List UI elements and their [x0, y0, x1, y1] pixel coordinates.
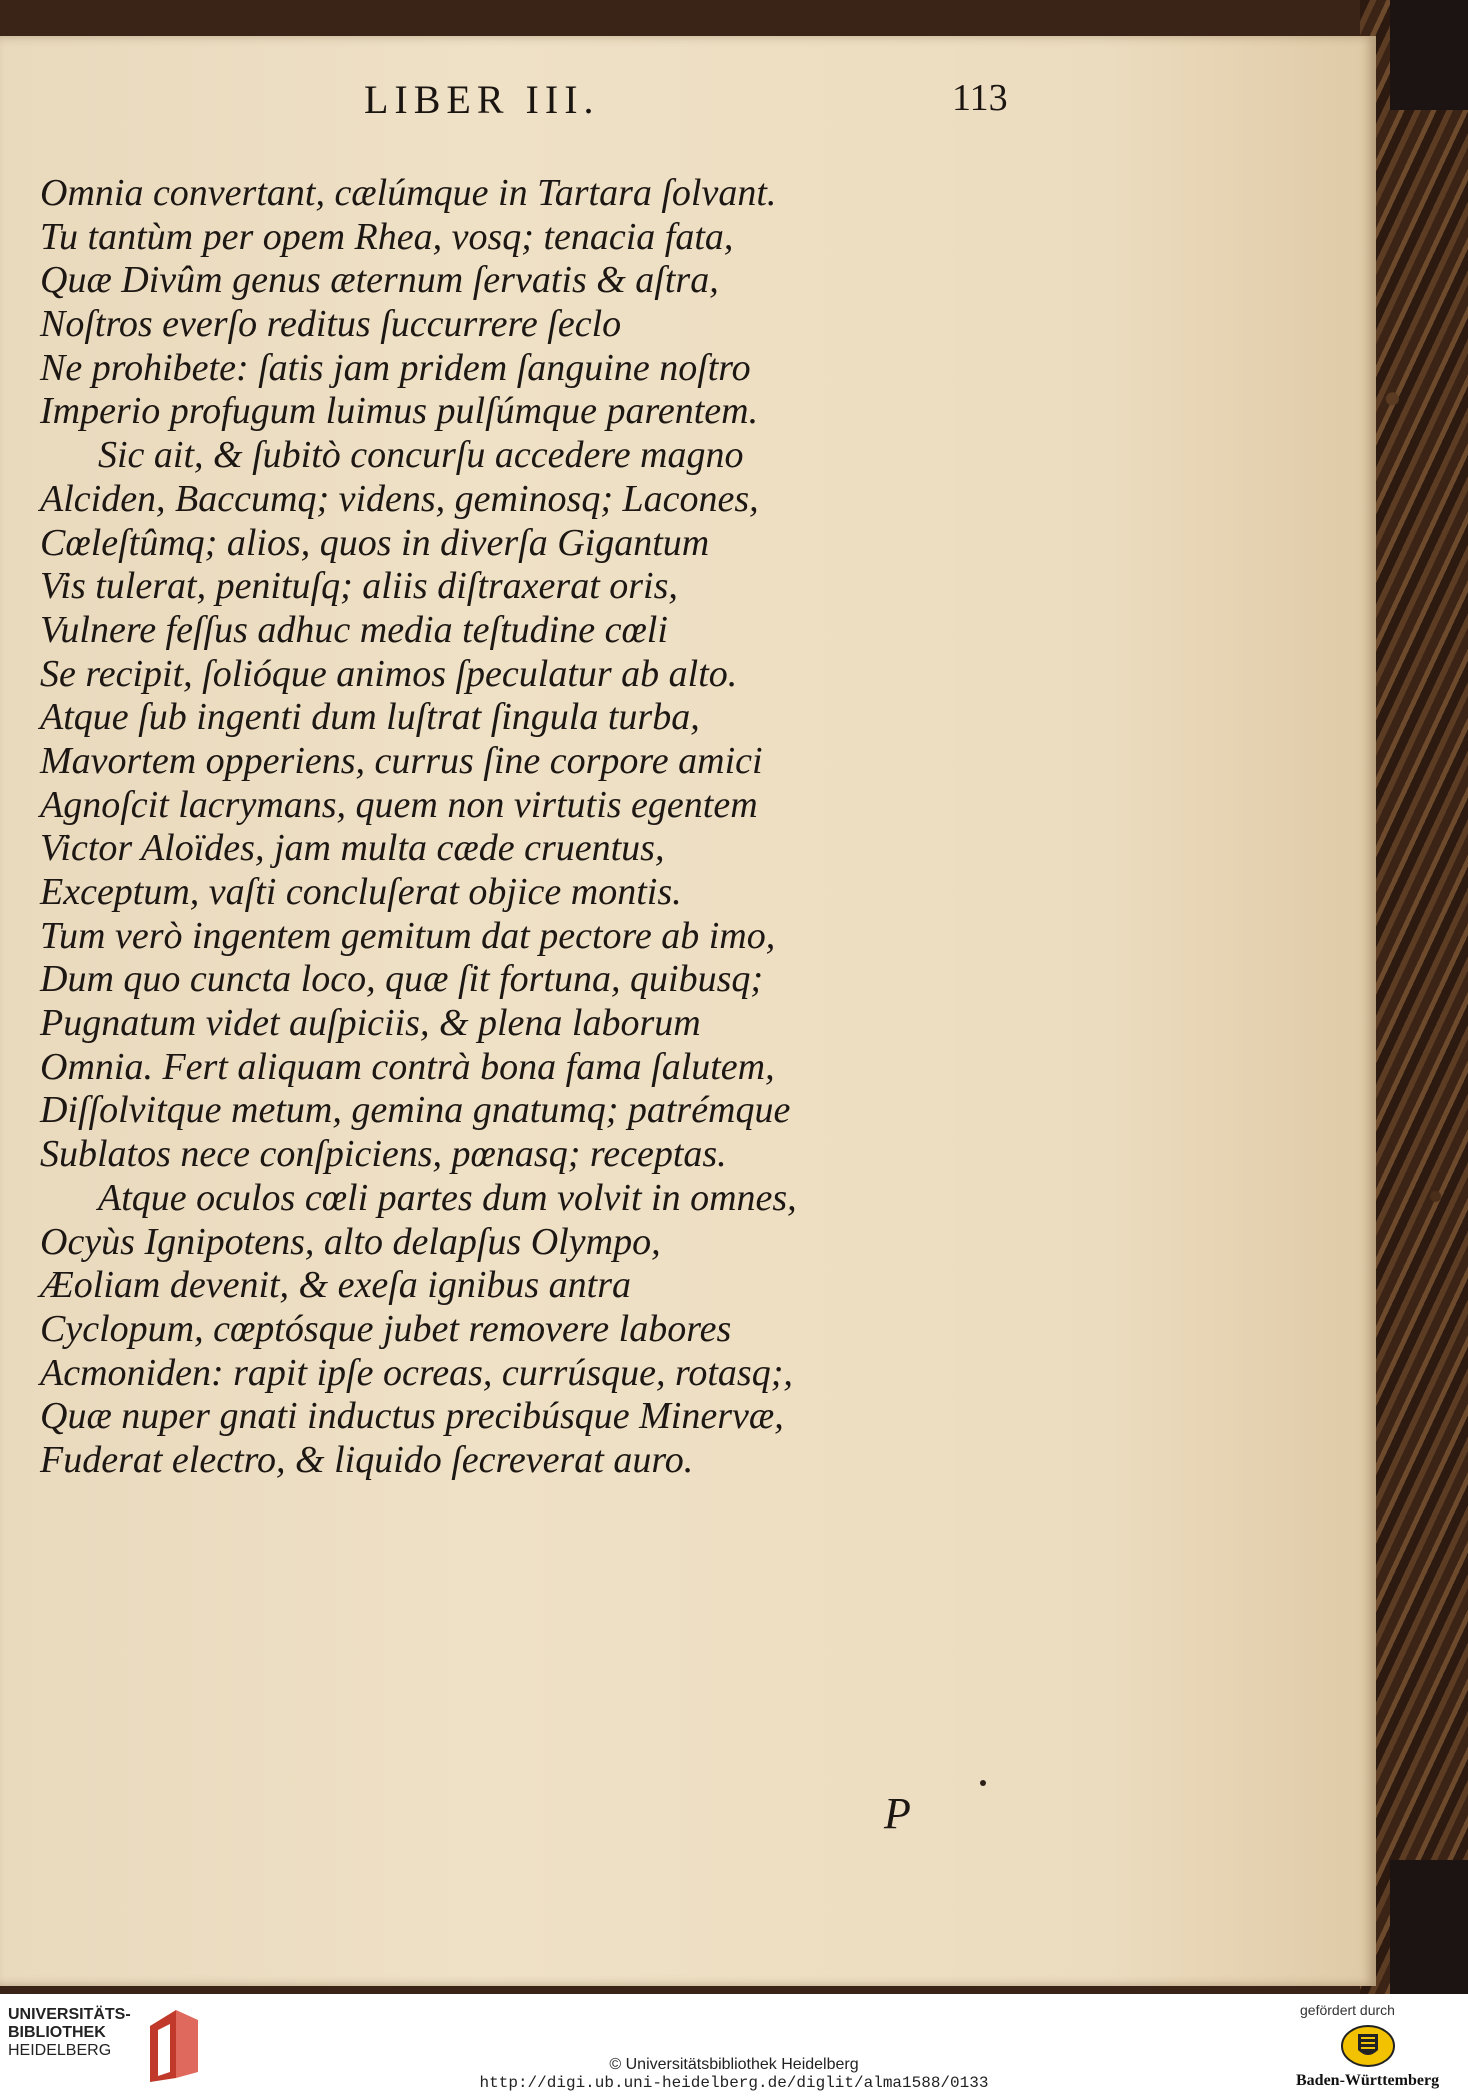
verse-line: Ocyùs Ignipotens, alto delapſus Olympo, — [40, 1220, 661, 1263]
verse-line: Sic ait, & ſubitò concurſu accedere magno — [98, 434, 744, 477]
verse-line: Tu tantùm per opem Rhea, vosq; tenacia fata, — [40, 215, 734, 258]
verse-line: Vulnere feſſus adhuc media teſtudine cœli — [40, 608, 668, 651]
verse-line: Victor Aloïdes, jam multa cæde cruentus, — [40, 827, 665, 870]
page-number: 113 — [952, 77, 1008, 119]
sponsor-name: Baden-Württemberg — [1296, 2072, 1440, 2089]
board-corner-bottom — [1390, 1860, 1468, 1994]
verse-line: Omnia convertant, cælúmque in Tartara ſolvant. — [40, 172, 777, 214]
copyright-notice: © Universitätsbibliothek Heidelberg — [609, 2056, 859, 2073]
verse-line: Ne prohibete: ſatis jam pridem ſanguine noſtro — [40, 346, 751, 389]
permalink-url[interactable]: http://digi.ub.uni-heidelberg.de/diglit/alma1588/0133 — [479, 2074, 989, 2092]
verse-line: Dum quo cuncta loco, quæ ſit fortuna, quibusq; — [40, 958, 764, 1001]
verse-line: Atque oculos cœli partes dum volvit in omnes, — [98, 1176, 797, 1219]
verse-line: Mavortem opperiens, currus ſine corpore amici — [40, 739, 763, 782]
sponsor-label: gefördert durch — [1300, 2002, 1395, 2018]
verse-line: Exceptum, vaſti concluſerat objice montis. — [40, 871, 682, 913]
verse-line: Quæ nuper gnati inductus precibúsque Minervæ, — [40, 1395, 784, 1438]
library-name-line-3: HEIDELBERG — [8, 2042, 112, 2059]
footer — [0, 1994, 1468, 2099]
verse-line: Cœleſtûmq; alios, quos in diverſa Gigantum — [40, 521, 710, 564]
verse-list — [40, 172, 920, 1483]
library-name-line-2: BIBLIOTHEK — [8, 2024, 106, 2041]
verse-line: Cyclopum, cœptósque jubet removere labores — [40, 1307, 732, 1350]
ink-speck — [980, 1780, 986, 1786]
verse-line: Imperio profugum luimus pulſúmque parentem. — [40, 390, 759, 433]
signature-mark: P — [884, 1789, 911, 1838]
book-page — [0, 36, 1376, 1986]
bleed-through — [960, 136, 1360, 1836]
verse-line: Se recipit, ſolióque animos ſpeculatur ab alto. — [40, 652, 738, 695]
verse-line: Agnoſcit lacrymans, quem non virtutis egentem — [40, 783, 758, 826]
verse-line: Sublatos nece conſpiciens, pœnasq; receptas. — [40, 1133, 727, 1176]
page-header — [0, 76, 1376, 136]
verse-line: Noſtros everſo reditus ſuccurrere ſeclo — [40, 303, 622, 346]
baden-wuerttemberg-crest-icon[interactable] — [1340, 2024, 1396, 2068]
running-head: LIBER III. — [364, 77, 600, 122]
verse-line: Atque ſub ingenti dum luſtrat ſingula turba, — [40, 696, 700, 739]
verse-line: Acmoniden: rapit ipſe ocreas, currúsque, rotasq;, — [40, 1351, 793, 1394]
verse-line: Æoliam devenit, & exeſa ignibus antra — [40, 1264, 632, 1307]
marbled-board — [1360, 0, 1468, 1994]
verse-line: Vis tulerat, penituſq; aliis diſtraxerat oris, — [40, 565, 678, 608]
verse-line: Fuderat electro, & liquido ſecreverat auro. — [40, 1438, 694, 1481]
library-name[interactable] — [8, 2006, 131, 2060]
board-corner-top — [1390, 0, 1468, 110]
library-name-line-1: UNIVERSITÄTS- — [8, 2006, 131, 2023]
verse-line: Omnia. Fert aliquam contrà bona fama ſalutem, — [40, 1045, 775, 1088]
verse-line: Pugnatum videt auſpiciis, & plena laborum — [40, 1002, 701, 1045]
verse-line: Diſſolvitque metum, gemina gnatumq; patrémque — [40, 1089, 791, 1132]
verse-line: Alciden, Baccumq; videns, geminosq; Lacones, — [40, 477, 759, 520]
verse-line: Quæ Divûm genus æternum ſervatis & aſtra, — [40, 259, 719, 302]
verse-line: Tum verò ingentem gemitum dat pectore ab imo, — [40, 914, 776, 957]
